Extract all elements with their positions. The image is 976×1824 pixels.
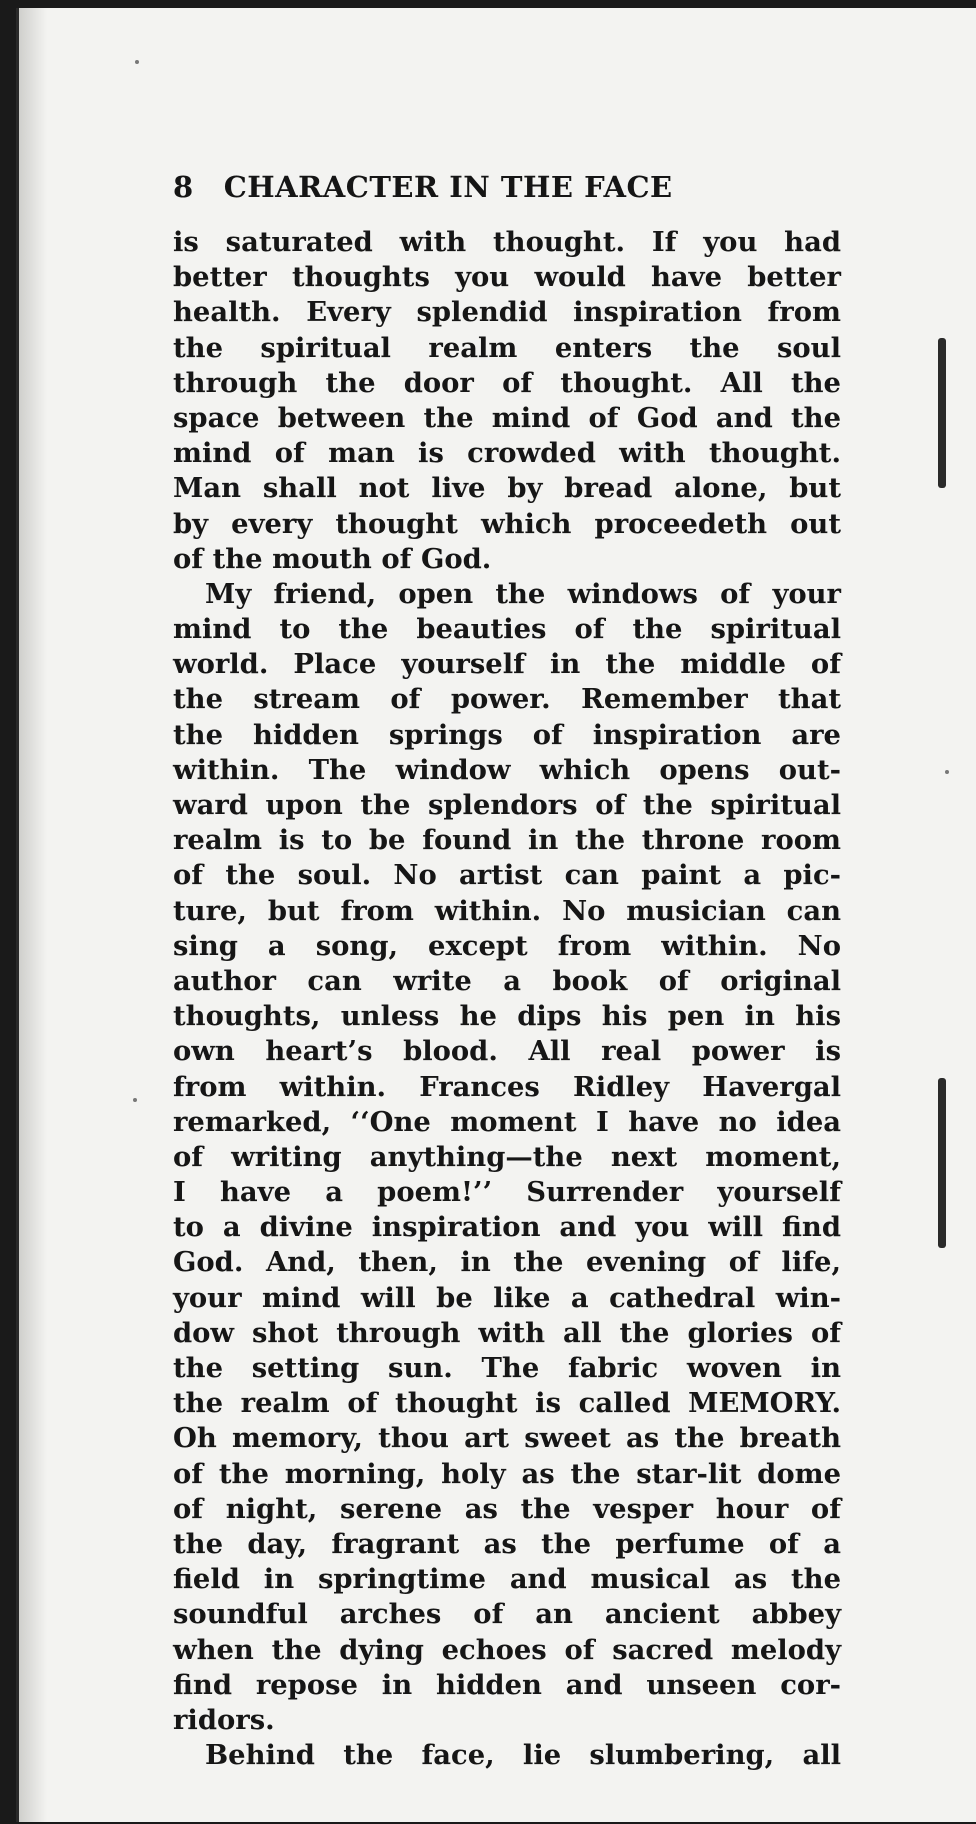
text-line: ture, but from within. No musician can bbox=[173, 894, 841, 927]
text-line: better thoughts you would have better bbox=[173, 261, 841, 294]
text-line: by every thought which proceedeth out bbox=[173, 507, 841, 540]
text-line: space between the mind of God and the bbox=[173, 401, 841, 434]
text-line: of the soul. No artist can paint a pic- bbox=[173, 859, 841, 892]
running-head: CHARACTER IN THE FACE bbox=[223, 170, 673, 204]
text-line: health. Every splendid inspiration from bbox=[173, 296, 841, 329]
text-line: the realm of thought is called MEMORY. bbox=[173, 1387, 841, 1420]
text-line: thoughts, unless he dips his pen in his bbox=[173, 1000, 841, 1033]
text-line: Oh memory, thou art sweet as the breath bbox=[173, 1422, 841, 1455]
text-line: own heart’s blood. All real power is bbox=[173, 1035, 841, 1068]
text-line: from within. Frances Ridley Havergal bbox=[173, 1070, 841, 1103]
text-line: find repose in hidden and unseen cor- bbox=[173, 1668, 841, 1701]
binding-mark bbox=[938, 1078, 946, 1248]
text-line: sing a song, except from within. No bbox=[173, 929, 841, 962]
text-line: your mind will be like a cathedral win- bbox=[173, 1281, 841, 1314]
text-line: ridors. bbox=[173, 1703, 275, 1736]
text-line: remarked, ‘‘One moment I have no idea bbox=[173, 1105, 841, 1138]
text-line: I have a poem!’’ Surrender yourself bbox=[173, 1176, 841, 1209]
text-line: dow shot through with all the glories of bbox=[173, 1316, 841, 1349]
gutter-shadow bbox=[19, 8, 47, 1822]
text-line: field in springtime and musical as the bbox=[173, 1563, 841, 1596]
text-line: My friend, open the windows of your bbox=[205, 577, 841, 610]
text-line: to a divine inspiration and you will find bbox=[173, 1211, 841, 1244]
scan-speck bbox=[133, 1098, 137, 1102]
book-page bbox=[16, 8, 976, 1822]
page-number: 8 bbox=[173, 170, 194, 204]
text-line: the hidden springs of inspiration are bbox=[173, 718, 841, 751]
text-line: of night, serene as the vesper hour of bbox=[173, 1492, 841, 1525]
text-line: the setting sun. The fabric woven in bbox=[173, 1352, 841, 1384]
text-line: of the mouth of God. bbox=[173, 542, 492, 575]
text-line: God. And, then, in the evening of life, bbox=[173, 1246, 841, 1279]
text-line: the stream of power. Remember that bbox=[173, 683, 841, 716]
page-header bbox=[173, 170, 773, 204]
text-line: the day, fragrant as the perfume of a bbox=[173, 1527, 841, 1560]
binding-mark bbox=[938, 338, 946, 488]
text-line: Man shall not live by bread alone, but bbox=[173, 472, 841, 505]
text-line: Behind the face, lie slumbering, all bbox=[205, 1739, 841, 1772]
text-line: of writing anything—the next moment, bbox=[173, 1140, 841, 1173]
text-line: within. The window which opens out- bbox=[173, 753, 841, 786]
body-text bbox=[173, 225, 841, 1773]
scan-speck bbox=[945, 770, 949, 774]
scan-speck bbox=[135, 60, 139, 64]
text-line: world. Place yourself in the middle of bbox=[173, 648, 841, 681]
text-line: of the morning, holy as the star-lit dome bbox=[173, 1457, 841, 1490]
text-line: through the door of thought. All the bbox=[173, 366, 841, 399]
text-line: mind of man is crowded with thought. bbox=[173, 437, 841, 470]
text-line: mind to the beauties of the spiritual bbox=[173, 613, 841, 646]
text-line: soundful arches of an ancient abbey bbox=[173, 1598, 841, 1631]
text-line: when the dying echoes of sacred melody bbox=[173, 1633, 841, 1666]
text-line: the spiritual realm enters the soul bbox=[173, 331, 841, 364]
text-line: author can write a book of original bbox=[173, 964, 841, 997]
text-line: realm is to be found in the throne room bbox=[173, 824, 841, 857]
text-line: is saturated with thought. If you had bbox=[173, 226, 841, 258]
text-line: ward upon the splendors of the spiritual bbox=[173, 789, 841, 821]
